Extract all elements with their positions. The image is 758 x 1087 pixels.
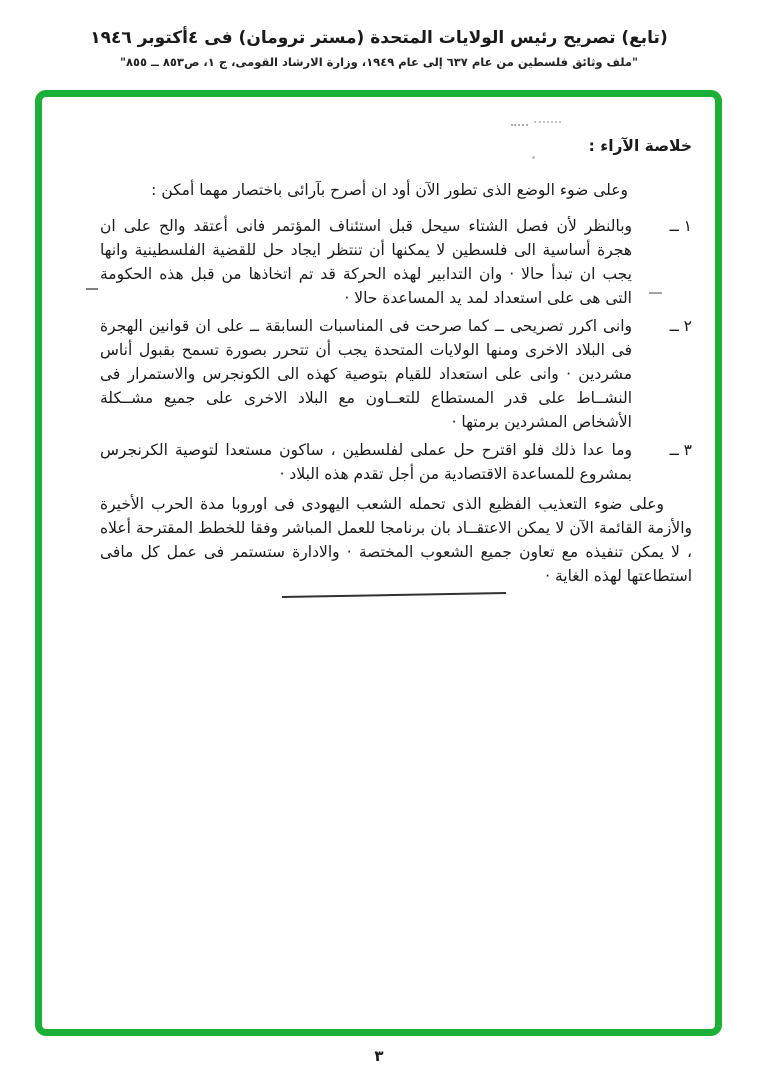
document-header <box>0 27 758 70</box>
item-text: وانى اكرر تصريحى ــ كما صرحت فى المناسبات السابقة ــ على ان قوانين الهجرة فى البلاد الاخرى ومنها الولايات المتحدة يجب أن تتحرر بصورة تسمح بقبول أناس مشردين · وانى على استعداد للقيام بتوصية كهذه الى الكونجرس والاستمرار فى النشــاط على قدر المستطاع للتعــاون مع البلاد الاخرى على جميع مشــكلة الأشخاص المشردين برمتها · <box>100 317 632 431</box>
section-heading: خلاصة الآراء : <box>588 137 692 155</box>
list-item <box>100 314 692 434</box>
item-number: ١ ــ <box>669 217 692 235</box>
document-body <box>100 90 692 588</box>
document-title: (تابع) تصريح رئيس الولايات المتحدة (مستر ترومان) فى ٤أكتوبر ١٩٤٦ <box>90 28 668 48</box>
closing-paragraph: وعلى ضوء التعذيب الفظيع الذى تحمله الشعب اليهودى فى اوروبا مدة الحرب الأخيرة والأزمة القائمة الآن لا يمكن الاعتقــاد بان برنامجا للعمل المباشر وفقا للخطط المقترحة أعلاه ، لا يمكن تنفيذه مع تعاون جميع الشعوب المختصة · والادارة ستستمر فى عمل كل مافى استطاعتها لهذه الغاية · <box>100 495 692 585</box>
page-number: ٣ <box>374 1047 384 1065</box>
item-text: وما عدا ذلك فلو اقترح حل عملى لفلسطين ، ساكون مستعدا لتوصية الكرنجرس بمشروع للمساعدة الاقتصادية من أجل تقدم هذه البلاد · <box>100 441 632 483</box>
list-item <box>100 214 692 310</box>
item-text: وبالنظر لأن فصل الشتاء سيحل قبل استئناف المؤتمر فانى أعتقد والح على ان هجرة أساسية الى فلسطين لا يمكنها أن تنتظر ايجاد حل للقضية الفلسطينية وانها يجب ان تبدأ حالا · وان التدابير لهذه الحركة قد تم اتخاذها من قبل هذه الحكومة التى هى على استعداد لمد يد المساعدة حالا · <box>100 217 632 307</box>
numbered-list <box>100 214 692 486</box>
source-citation: "ملف وثائق فلسطين من عام ٦٣٧ إلى عام ١٩٤٩، وزارة الارشاد القومى، ج ١، ص٨٥٣ ــ ٨٥٥" <box>119 55 639 69</box>
item-number: ٣ ــ <box>669 441 692 459</box>
scan-artifact <box>86 288 98 290</box>
intro-paragraph: وعلى ضوء الوضع الذى تطور الآن أود ان أصرح بآرائى باختصار مهما أمكن : <box>151 181 628 199</box>
item-number: ٢ ــ <box>669 317 692 335</box>
list-item <box>100 438 692 486</box>
section-divider-line <box>282 592 506 598</box>
